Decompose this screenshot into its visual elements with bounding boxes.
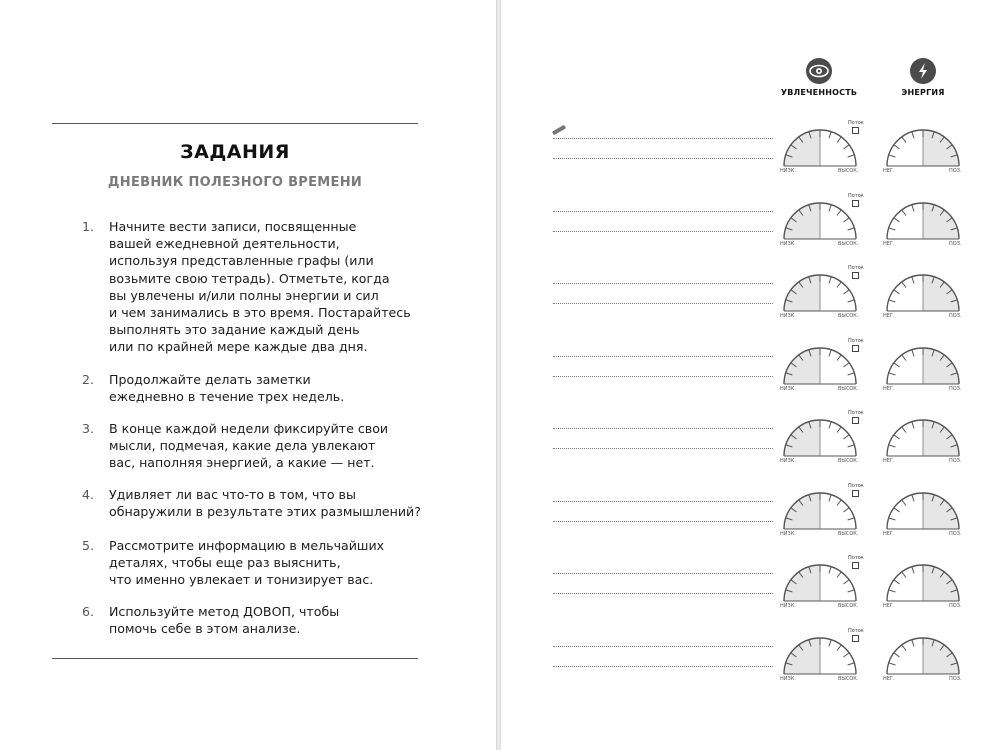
negative-label: НЕГ. [883, 530, 895, 537]
low-label: НИЗК. [780, 240, 796, 247]
flow-checkbox[interactable] [852, 127, 859, 134]
task-number: 4. [82, 487, 95, 502]
flow-label: Поток [848, 410, 864, 416]
high-label: ВЫСОК. [838, 530, 859, 537]
entry-line[interactable] [553, 573, 773, 574]
eye-icon [806, 58, 832, 84]
negative-label: НЕГ. [883, 603, 895, 609]
positive-label: ПОЗ. [949, 603, 962, 609]
energy-gauge[interactable] [881, 120, 965, 176]
task-text: Используйте метод ДОВОП, чтобы помочь себе в этом анализе. [109, 604, 340, 637]
negative-label: НЕГ. [883, 675, 895, 682]
engagement-gauge[interactable] [778, 193, 862, 249]
entry-line[interactable] [553, 231, 773, 232]
task-text: В конце каждой недели фиксируйте свои мысли, подмечая, какие дела увлекают вас, наполняя энергией, а какие — нет. [109, 421, 389, 471]
high-label: ВЫСОК. [838, 313, 859, 319]
high-label: ВЫСОК. [838, 603, 859, 609]
energy-gauge[interactable] [881, 555, 965, 611]
low-label: НИЗК. [780, 168, 796, 174]
low-label: НИЗК. [780, 530, 796, 537]
engagement-gauge[interactable] [778, 120, 862, 176]
entry-line[interactable] [553, 593, 773, 594]
entry-line[interactable] [553, 283, 773, 284]
entry-line[interactable] [553, 303, 773, 304]
positive-label: ПОЗ. [949, 530, 962, 537]
flow-checkbox[interactable] [852, 490, 859, 497]
high-label: ВЫСОК. [838, 458, 859, 464]
task-number: 5. [82, 538, 95, 553]
flow-checkbox[interactable] [852, 562, 859, 569]
flow-label: Поток [848, 192, 864, 199]
negative-label: НЕГ. [883, 458, 895, 464]
engagement-label: УВЛЕЧЕННОСТЬ [780, 88, 858, 97]
flow-label: Поток [848, 265, 864, 271]
entry-line[interactable] [553, 428, 773, 429]
task-text: Рассмотрите информацию в мельчайших деталях, чтобы еще раз выяснить, что именно увлекает и тонизирует вас. [109, 538, 385, 588]
positive-label: ПОЗ. [949, 458, 962, 464]
engagement-column-header [774, 58, 864, 97]
page-title: ЗАДАНИЯ [180, 141, 290, 163]
negative-label: НЕГ. [883, 240, 895, 247]
task-text: Удивляет ли вас что-то в том, что вы обнаружили в результате этих размышлений? [109, 487, 421, 520]
energy-gauge[interactable] [881, 628, 965, 684]
entry-line[interactable] [553, 356, 773, 357]
engagement-gauge[interactable] [778, 265, 862, 321]
entry-line[interactable] [553, 211, 773, 212]
positive-label: ПОЗ. [949, 240, 962, 247]
positive-label: ПОЗ. [949, 313, 962, 319]
entry-line[interactable] [553, 448, 773, 449]
lightning-icon [910, 58, 936, 84]
entry-line[interactable] [553, 646, 773, 647]
task-number: 1. [82, 219, 95, 234]
flow-label: Поток [848, 120, 864, 126]
top-rule [52, 123, 418, 124]
entry-line[interactable] [553, 158, 773, 159]
task-number: 3. [82, 421, 95, 436]
flow-label: Поток [848, 555, 864, 561]
energy-gauge[interactable] [881, 265, 965, 321]
energy-label: ЭНЕРГИЯ [901, 88, 945, 97]
engagement-gauge[interactable] [778, 338, 862, 394]
bottom-rule [52, 658, 418, 659]
flow-label: Поток [848, 627, 864, 634]
entry-line[interactable] [553, 521, 773, 522]
low-label: НИЗК. [780, 675, 796, 682]
entry-line[interactable] [553, 666, 773, 667]
page-subtitle: ДНЕВНИК ПОЛЕЗНОГО ВРЕМЕНИ [107, 175, 363, 190]
engagement-gauge[interactable] [778, 410, 862, 466]
low-label: НИЗК. [780, 313, 796, 319]
energy-gauge[interactable] [881, 410, 965, 466]
positive-label: ПОЗ. [949, 168, 962, 174]
flow-checkbox[interactable] [852, 635, 859, 642]
flow-checkbox[interactable] [852, 417, 859, 424]
positive-label: ПОЗ. [949, 385, 962, 392]
energy-gauge[interactable] [881, 483, 965, 539]
flow-checkbox[interactable] [852, 200, 859, 207]
flow-label: Поток [848, 482, 864, 489]
negative-label: НЕГ. [883, 385, 895, 392]
negative-label: НЕГ. [883, 168, 895, 174]
energy-column-header [878, 58, 968, 97]
negative-label: НЕГ. [883, 313, 895, 319]
task-text: Продолжайте делать заметки ежедневно в течение трех недель. [109, 372, 345, 405]
flow-checkbox[interactable] [852, 345, 859, 352]
low-label: НИЗК. [780, 603, 796, 609]
entry-line[interactable] [553, 501, 773, 502]
task-number: 2. [82, 372, 95, 387]
engagement-gauge[interactable] [778, 628, 862, 684]
task-number: 6. [82, 604, 95, 619]
entry-line[interactable] [553, 138, 773, 139]
high-label: ВЫСОК. [838, 675, 859, 682]
flow-checkbox[interactable] [852, 272, 859, 279]
high-label: ВЫСОК. [838, 168, 859, 174]
high-label: ВЫСОК. [838, 385, 859, 392]
low-label: НИЗК. [780, 385, 796, 392]
energy-gauge[interactable] [881, 193, 965, 249]
engagement-gauge[interactable] [778, 555, 862, 611]
engagement-gauge[interactable] [778, 483, 862, 539]
flow-label: Поток [848, 337, 864, 344]
positive-label: ПОЗ. [949, 675, 962, 682]
task-text: Начните вести записи, посвященные вашей ежедневной деятельности, используя представленные графы (или возьмите свою тетрадь). Отметьте, когда вы увлечены и/или полны энергии и сил и чем занимались в это время. Постарайтесь выполнять это задание каждый день или по крайней мере каждые два дня. [109, 219, 411, 355]
low-label: НИЗК. [780, 458, 796, 464]
entry-line[interactable] [553, 376, 773, 377]
energy-gauge[interactable] [881, 338, 965, 394]
high-label: ВЫСОК. [838, 240, 859, 247]
